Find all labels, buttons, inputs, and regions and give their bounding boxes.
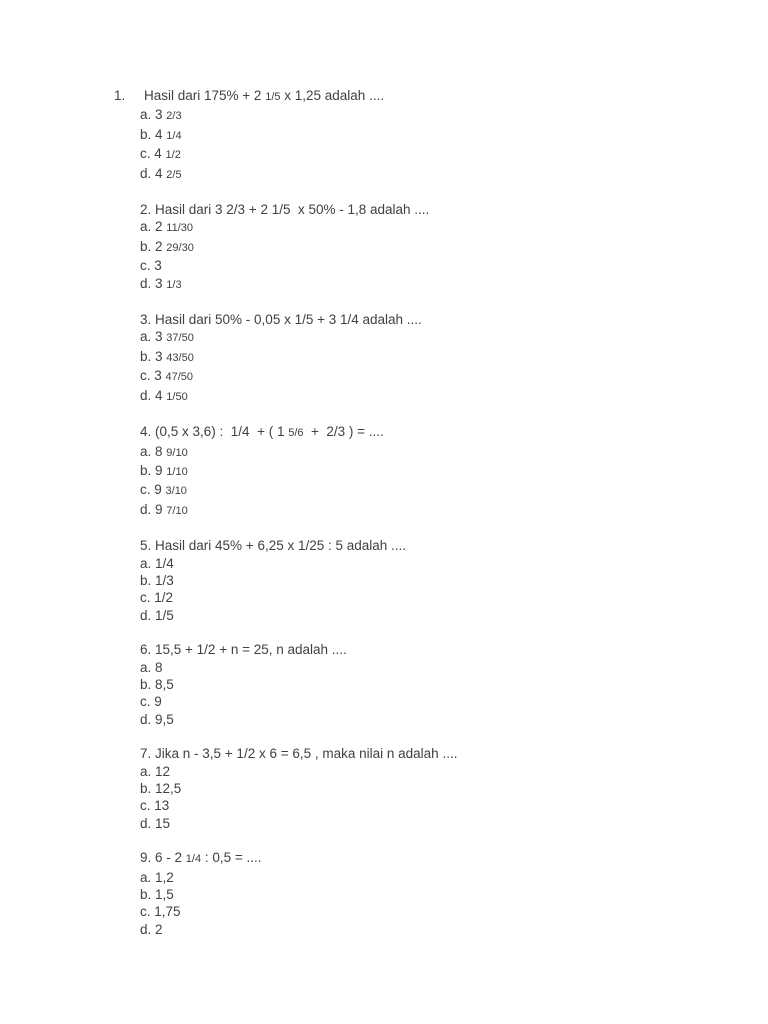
- option-segment: c. 1/2: [140, 590, 174, 606]
- answer-option: [140, 572, 640, 589]
- answer-option: [140, 693, 640, 710]
- fraction-text: 1/3: [166, 278, 182, 291]
- fraction-text: 9/10: [166, 446, 188, 459]
- question-block: [140, 537, 640, 624]
- answer-option: [140, 797, 640, 814]
- answer-option: [140, 443, 640, 462]
- answer-option: [140, 555, 640, 572]
- option-segment: a. 1,2: [140, 869, 174, 885]
- fraction-text: 2/5: [166, 168, 182, 181]
- option-segment: b. 2: [140, 238, 167, 254]
- question-text: [140, 201, 640, 218]
- fraction-text: 7/10: [166, 504, 188, 517]
- question-block: [140, 423, 640, 520]
- option-segment: b. 1/3: [140, 572, 174, 588]
- option-segment: d. 1/5: [140, 607, 174, 623]
- option-segment: d. 2: [140, 921, 163, 937]
- answer-option: [140, 106, 640, 125]
- answer-option: [140, 676, 640, 693]
- option-segment: b. 8,5: [140, 676, 174, 692]
- answer-option: [140, 589, 640, 606]
- fraction-text: 3/10: [165, 485, 187, 498]
- answer-option: [140, 238, 640, 257]
- option-segment: b. 12,5: [140, 781, 182, 796]
- answer-option: [140, 165, 640, 184]
- answer-option: [140, 126, 640, 145]
- option-segment: a. 12: [140, 763, 171, 779]
- question-block: [140, 201, 640, 294]
- option-segment: b. 3: [140, 348, 167, 364]
- answer-option: [140, 869, 640, 886]
- answer-option: [140, 886, 640, 903]
- question-block: [114, 87, 640, 184]
- option-segment: c. 3: [140, 258, 162, 274]
- question-number: 1.: [114, 88, 126, 103]
- question-block: [140, 311, 640, 406]
- option-segment: a. 3: [140, 107, 167, 123]
- question-text: [140, 311, 640, 328]
- question-number: 7.: [140, 746, 152, 762]
- answer-option: [140, 348, 640, 367]
- option-segment: a. 8: [140, 659, 163, 675]
- fraction-text: 43/50: [166, 351, 194, 364]
- option-segment: a. 1/4: [140, 555, 174, 571]
- answer-option: [140, 462, 640, 481]
- question-number: 5.: [140, 538, 152, 554]
- question-segment: Hasil dari 50% - 0,05 x 1/5 + 3 1/4 adalah ....: [151, 312, 422, 328]
- question-text: [114, 87, 640, 106]
- question-block: [140, 745, 640, 832]
- question-segment: 15,5 + 1/2 + n = 25, n adalah ....: [151, 642, 347, 658]
- fraction-text: 1/2: [165, 149, 181, 162]
- question-segment: (0,5 x 3,6) : 1/4 + ( 1: [151, 424, 289, 440]
- fraction-text: 2/3: [166, 110, 182, 123]
- fraction-text: 29/30: [166, 241, 194, 254]
- answer-option: [140, 275, 640, 294]
- fraction-text: 1/50: [166, 390, 188, 403]
- answer-option: [140, 145, 640, 164]
- answer-option: [140, 607, 640, 624]
- answer-option: [140, 815, 640, 832]
- question-number: 3.: [140, 312, 152, 328]
- option-segment: b. 1,5: [140, 887, 174, 903]
- question-segment: x 1,25 adalah ....: [280, 88, 385, 103]
- answer-option: [140, 501, 640, 520]
- question-segment: Hasil dari 3 2/3 + 2 1/5 x 50% - 1,8 adalah ....: [151, 202, 430, 218]
- answer-option: [140, 921, 640, 938]
- option-segment: d. 4: [140, 387, 167, 403]
- answer-option: [140, 659, 640, 676]
- question-number: 4.: [140, 424, 152, 440]
- question-block: [140, 849, 640, 938]
- answer-option: [140, 367, 640, 386]
- answer-option: [140, 780, 640, 797]
- option-segment: d. 4: [140, 165, 167, 181]
- option-segment: b. 9: [140, 462, 167, 478]
- question-segment: Hasil dari 175% + 2: [144, 88, 266, 103]
- option-segment: c. 4: [140, 146, 166, 162]
- option-segment: c. 9: [140, 694, 162, 710]
- option-segment: a. 3: [140, 329, 167, 345]
- question-segment: Jika n - 3,5 + 1/2 x 6 = 6,5 , maka nilai n adalah ....: [151, 746, 458, 762]
- option-segment: a. 8: [140, 443, 167, 459]
- question-segment: 6 - 2: [151, 850, 186, 866]
- fraction-text: 37/50: [166, 332, 194, 345]
- option-segment: d. 3: [140, 275, 167, 291]
- question-block: [140, 641, 640, 728]
- answer-option: [140, 387, 640, 406]
- question-number: 6.: [140, 642, 152, 658]
- answer-option: [140, 903, 640, 920]
- option-segment: c. 13: [140, 798, 170, 814]
- question-number: 2.: [140, 202, 152, 218]
- option-segment: d. 15: [140, 815, 171, 831]
- fraction-text: 47/50: [165, 371, 194, 384]
- option-segment: d. 9,5: [140, 711, 174, 727]
- fraction-text: 1/4: [166, 129, 182, 142]
- question-text: [140, 423, 640, 442]
- question-segment: : 0,5 = ....: [201, 850, 262, 866]
- fraction-text: 11/30: [166, 222, 193, 235]
- answer-option: [140, 218, 640, 237]
- option-segment: a. 2: [140, 219, 167, 235]
- option-segment: c. 9: [140, 482, 166, 498]
- question-number: 9.: [140, 850, 152, 866]
- option-segment: b. 4: [140, 126, 167, 142]
- answer-option: [140, 481, 640, 500]
- question-segment: + 2/3 ) = ....: [303, 424, 384, 440]
- option-segment: c. 1,75: [140, 904, 181, 920]
- answer-option: [140, 328, 640, 347]
- question-text: [140, 641, 640, 658]
- question-text: [140, 537, 640, 554]
- question-segment: Hasil dari 45% + 6,25 x 1/25 : 5 adalah ....: [151, 538, 407, 554]
- question-text: [140, 745, 640, 762]
- answer-option: [140, 711, 640, 728]
- option-segment: d. 9: [140, 501, 167, 517]
- fraction-text: 1/10: [166, 465, 188, 478]
- answer-option: [140, 257, 640, 274]
- fraction-text: 1/5: [265, 91, 281, 103]
- answer-option: [140, 763, 640, 780]
- fraction-text: 5/6: [288, 427, 304, 440]
- option-segment: c. 3: [140, 368, 166, 384]
- fraction-text: 1/4: [185, 853, 202, 866]
- question-text: [140, 849, 640, 868]
- questions: [114, 87, 640, 955]
